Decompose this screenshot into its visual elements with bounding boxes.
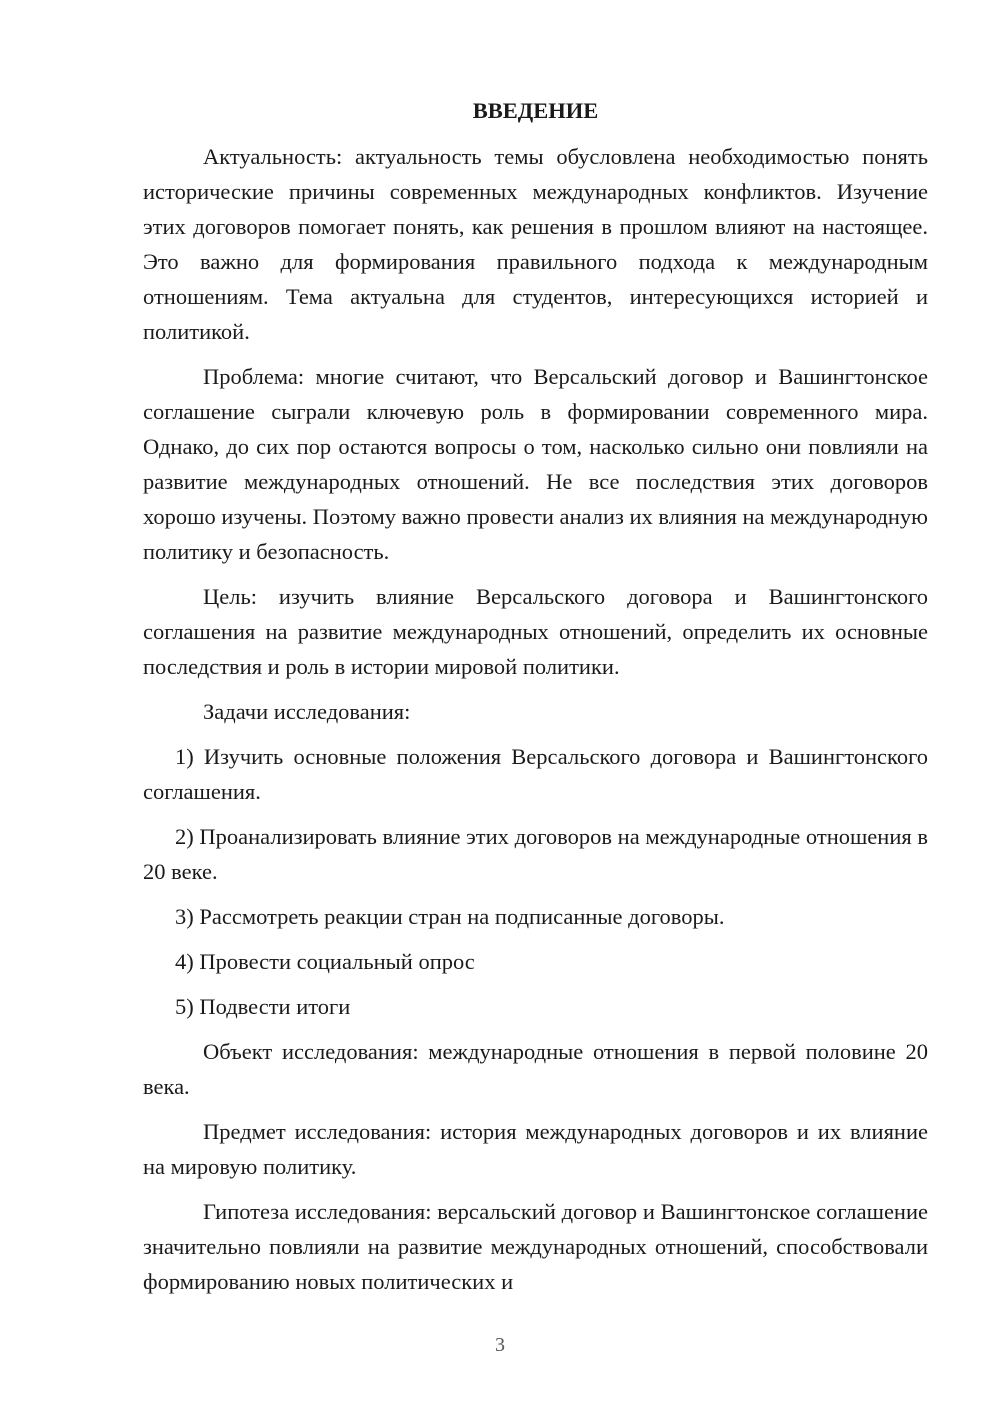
paragraph-tasks-heading: Задачи исследования:: [203, 699, 411, 724]
list-item-task-4: 4) Провести социальный опрос: [175, 949, 475, 974]
list-item-task-1: 1) Изучить основные положения Версальского договора и Вашингтонского соглашения.: [143, 744, 928, 804]
paragraph-problem: Проблема: многие считают, что Версальский договор и Вашингтонское соглашение сыграли ключевую роль в формировании современного мира. Однако, до сих пор остаются вопросы о том, насколько сильно они повлияли на развитие международных отношений. Не все последствия этих договоров хорошо изучены. Поэтому важно провести анализ их влияния на международную политику и безопасность.: [143, 364, 928, 564]
list-item-task-2: 2) Проанализировать влияние этих договоров на международные отношения в 20 веке.: [143, 824, 928, 884]
list-item-task-5: 5) Подвести итоги: [175, 994, 351, 1019]
paragraph-hypothesis: Гипотеза исследования: версальский договор и Вашингтонское соглашение значительно повлияли на развитие международных отношений, способствовали формированию новых политических и: [143, 1199, 928, 1294]
page-number: 3: [495, 1334, 505, 1356]
paragraph-object: Объект исследования: международные отношения в первой половине 20 века.: [143, 1039, 928, 1099]
paragraph-relevance: Актуальность: актуальность темы обусловлена необходимостью понять исторические причины современных международных конфликтов. Изучение этих договоров помогает понять, как решения в прошлом влияют на настоящее. Это важно для формирования правильного подхода к международным отношениям. Тема актуальна для студентов, интересующихся историей и политикой.: [143, 144, 928, 344]
list-item-task-3: 3) Рассмотреть реакции стран на подписанные договоры.: [175, 904, 725, 929]
paragraph-subject: Предмет исследования: история международных договоров и их влияние на мировую политику.: [143, 1119, 928, 1179]
paragraph-goal: Цель: изучить влияние Версальского договора и Вашингтонского соглашения на развитие международных отношений, определить их основные последствия и роль в истории мировой политики.: [143, 584, 928, 679]
section-title: ВВЕДЕНИЕ: [472, 98, 599, 123]
document-body: [143, 95, 928, 1309]
